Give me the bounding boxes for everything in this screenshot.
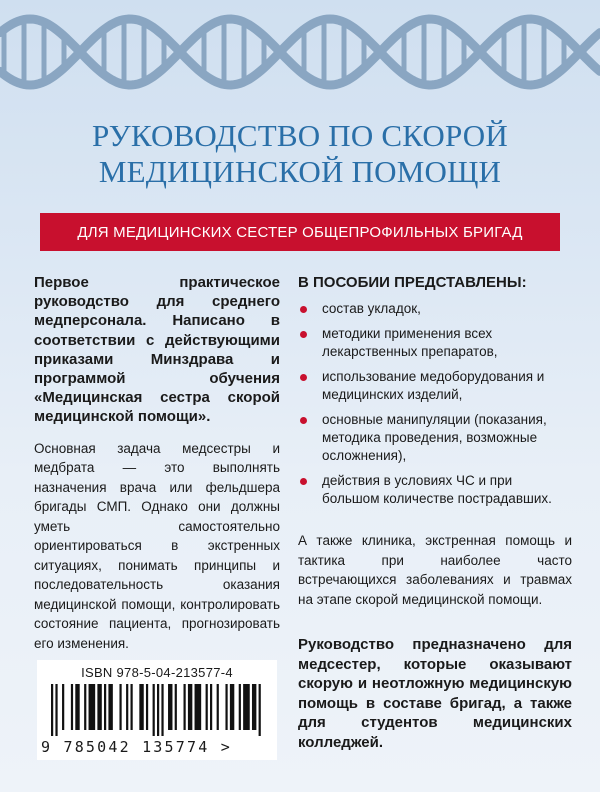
barcode-bar — [252, 684, 256, 730]
subtitle-text: ДЛЯ МЕДИЦИНСКИХ СЕСТЕР ОБЩЕПРОФИЛЬНЫХ БРИГАД — [77, 223, 523, 241]
also-paragraph: А также клиника, экстренная помощь и тактика при наиболее часто встречающихся заболеваниях и травмах на этапе скорой медицинской помощи. — [298, 533, 572, 607]
list-item: использование медоборудования и медицинских изделий, — [298, 368, 572, 404]
barcode-bar — [157, 684, 159, 736]
barcode-bar — [71, 684, 73, 730]
left-column — [34, 273, 280, 653]
barcode-bar — [55, 684, 57, 736]
barcode-bar — [146, 684, 148, 730]
barcode-bar — [89, 684, 96, 730]
barcode-bar — [225, 684, 227, 730]
list-item: методики применения всех лекарственных препаратов, — [298, 325, 572, 361]
dna-helix-icon — [0, 0, 600, 110]
lead-paragraph: Первое практическое руководство для среднего медперсонала. Написано в соответствии с действующими приказами Минздрава и программой обучения «Медицинская сестра скорой медицинской помощи». — [34, 274, 280, 426]
list-item: основные манипуляции (показания, методика проведения, возможные осложнения), — [298, 411, 572, 465]
barcode-bar — [184, 684, 186, 730]
book-title — [0, 118, 600, 190]
title-line-1: РУКОВОДСТВО ПО СКОРОЙ — [92, 118, 508, 153]
barcode-bar — [195, 684, 202, 730]
barcode-bar — [230, 684, 234, 730]
right-column — [298, 273, 572, 515]
barcode-bars — [51, 684, 263, 736]
barcode-bar — [206, 684, 208, 730]
barcode-bar — [259, 684, 261, 736]
barcode-bar — [108, 684, 112, 730]
barcode-bar — [188, 684, 192, 730]
barcode-bar — [210, 684, 212, 730]
barcode-bar — [51, 684, 53, 736]
isbn-label: ISBN 978-5-04-213577-4 — [81, 665, 233, 680]
barcode-bar — [62, 684, 64, 730]
purpose-paragraph: Руководство предназначено для медсестер, которые оказывают скорую и неотложную медицинскую помощь в составе бригад, а также для студентов медицинских колледжей. — [298, 636, 572, 751]
barcode-bar — [104, 684, 106, 730]
subtitle-banner — [40, 213, 560, 251]
list-item: состав укладок, — [298, 300, 572, 318]
barcode-bar — [139, 684, 143, 730]
barcode-bar — [168, 684, 172, 730]
barcode-bar — [131, 684, 133, 730]
barcode-bar — [119, 684, 121, 730]
features-list — [298, 300, 572, 508]
barcode-bar — [126, 684, 128, 730]
barcode-bar — [161, 684, 163, 736]
features-title: В ПОСОБИИ ПРЕДСТАВЛЕНЫ: — [298, 274, 527, 291]
barcode-bar — [217, 684, 219, 730]
title-line-2: МЕДИЦИНСКОЙ ПОМОЩИ — [98, 154, 502, 189]
barcode-bar — [175, 684, 177, 730]
barcode-bar — [243, 684, 250, 730]
barcode-digits: 9 785042 135774 > — [41, 738, 232, 756]
barcode-bar — [153, 684, 155, 736]
barcode-bar — [239, 684, 241, 730]
barcode-bar — [97, 684, 101, 730]
barcode-bar — [84, 684, 86, 730]
body-paragraph: Основная задача медсестры и медбрата — это выполнять назначения врача или фельдшера бригады СМП. Однако они должны уметь самостоятельно ориентироваться в экстренных ситуациях, понимать принципы и последовательность оказания медицинской помощи, контролировать состояние пациента, прогнозировать его изменения. — [34, 440, 280, 651]
barcode-block — [37, 660, 277, 760]
barcode-bar — [75, 684, 79, 730]
list-item: действия в условиях ЧС и при большом количестве пострадавших. — [298, 472, 572, 508]
